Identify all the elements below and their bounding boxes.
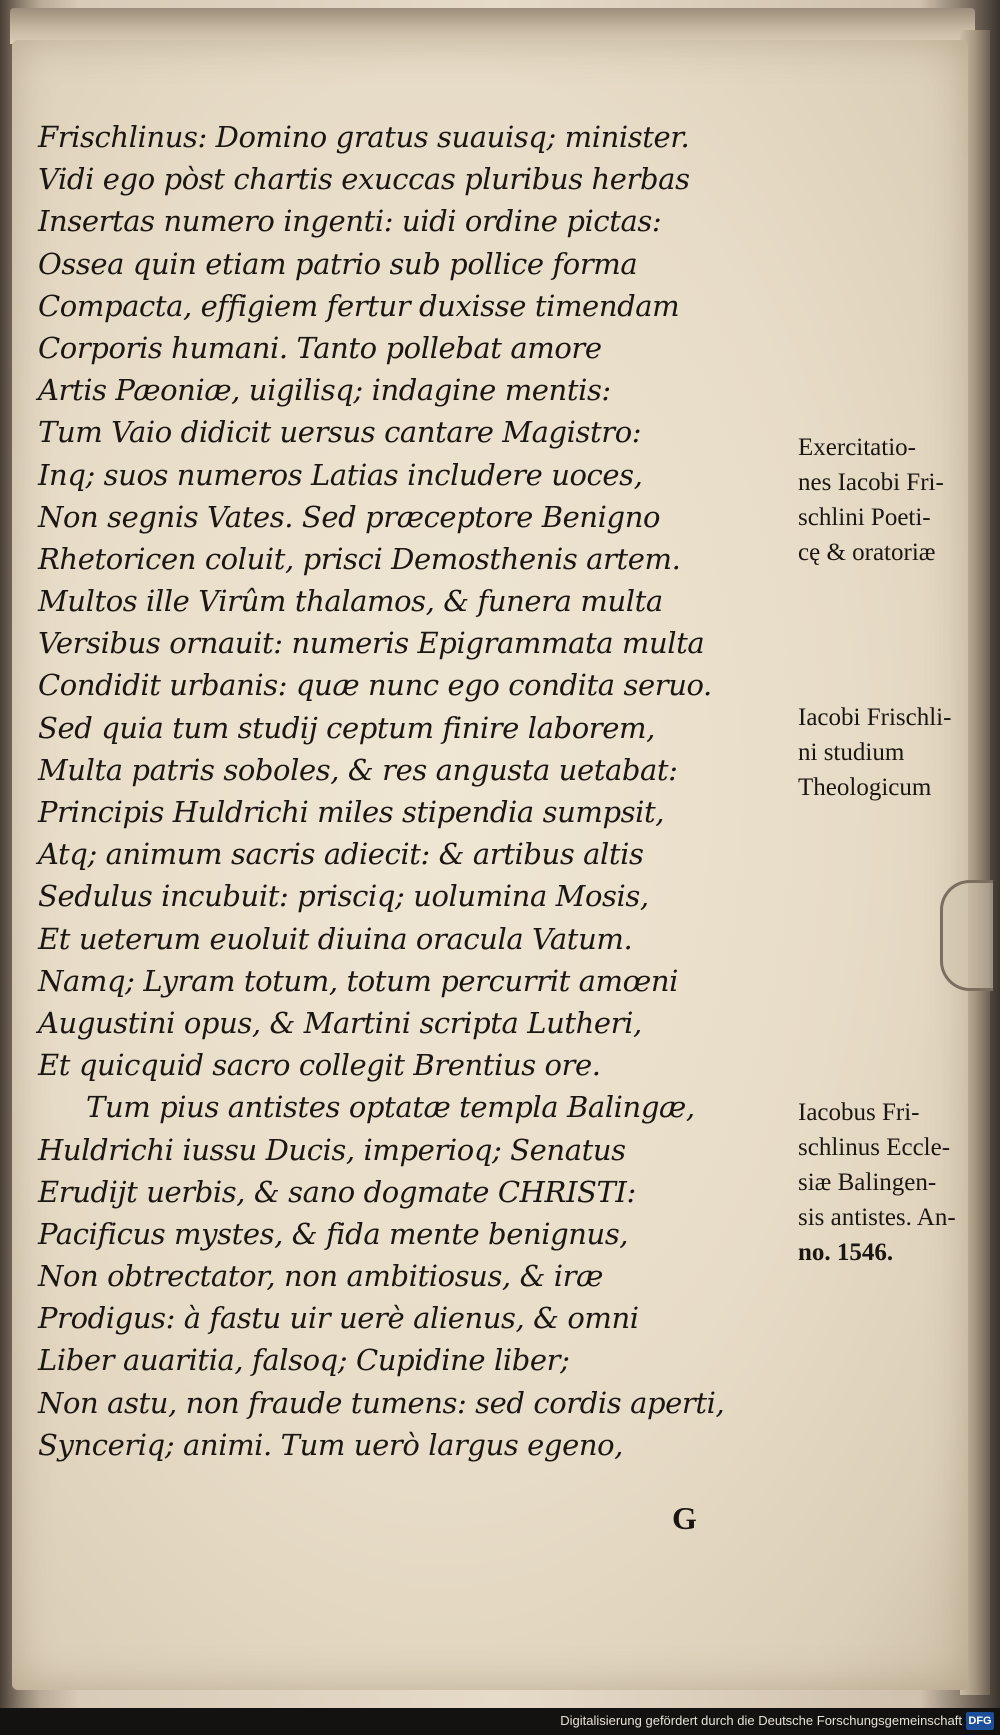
verse-line: Versibus ornauit: numeris Epigrammata multa: [38, 626, 705, 661]
dfg-logo: DFG: [966, 1712, 994, 1730]
verse-line: Non obtrectator, non ambitiosus, & iræ: [38, 1259, 603, 1294]
verse-line: Corporis humani. Tanto pollebat amore: [38, 330, 602, 365]
verse-line: Augustini opus, & Martini scripta Lutheri,: [38, 1005, 642, 1040]
marginal-note-antistes: [798, 1095, 973, 1270]
verse-line: Insertas numero ingenti: uidi ordine pictas:: [38, 204, 662, 239]
footer-credit: Digitalisierung gefördert durch die Deutsche Forschungsgemeinschaft: [560, 1713, 962, 1728]
verse-text-block: [38, 116, 778, 1466]
verse-line: Atq; animum sacris adiecit: & artibus altis: [38, 837, 644, 872]
verse-line: Ossea quin etiam patrio sub pollice forma: [38, 246, 638, 281]
verse-line: Vidi ego pòst chartis exuccas pluribus herbas: [38, 162, 690, 197]
verse-line: Huldrichi iussu Ducis, imperioq; Senatus: [38, 1132, 626, 1167]
verse-line: Tum Vaio didicit uersus cantare Magistro:: [38, 415, 642, 450]
verse-line: Erudijt uerbis, & sano dogmate CHRISTI:: [38, 1174, 636, 1209]
verse-line: Artis Pæoniæ, uigilisq; indagine mentis:: [38, 373, 611, 408]
marginal-note-exercitationes: [798, 430, 973, 570]
verse-line: Non astu, non fraude tumens: sed cordis aperti,: [38, 1385, 725, 1420]
verse-line: Multa patris soboles, & res angusta uetabat:: [38, 752, 678, 787]
marginal-line: Iacobi Frischli-: [798, 704, 952, 731]
marginal-line: Exercitatio-: [798, 434, 916, 461]
marginal-line: Theologicum: [798, 774, 932, 801]
marginal-line: schlini Poeti-: [798, 504, 931, 531]
marginal-line: no. 1546.: [798, 1239, 894, 1266]
marginal-note-studium: [798, 700, 973, 805]
verse-line: Compacta, effigiem fertur duxisse timendam: [38, 288, 680, 323]
marginal-line: schlinus Eccle-: [798, 1134, 951, 1161]
verse-line: Principis Huldrichi miles stipendia sumpsit,: [38, 795, 665, 829]
verse-line: Tum pius antistes optatæ templa Balingæ,: [86, 1090, 695, 1125]
verse-line: Frischlinus: Domino gratus suauisq; minister.: [38, 120, 690, 154]
verse-line: Et ueterum euoluit diuina oracula Vatum.: [38, 921, 633, 956]
verse-line: Inq; suos numeros Latias includere uoces,: [38, 457, 643, 492]
marginal-line: ni studium: [798, 739, 905, 766]
verse-line: Rhetoricen coluit, prisci Demosthenis artem.: [38, 541, 681, 576]
marginal-line: nes Iacobi Fri-: [798, 469, 944, 496]
signature-mark: G: [672, 1500, 697, 1536]
verse-line: Liber auaritia, falsoq; Cupidine liber;: [38, 1343, 570, 1378]
verse-line: Pacificus mystes, & fida mente benignus,: [38, 1216, 629, 1251]
digitization-footer: [0, 1708, 1000, 1735]
page-top-edge: [10, 8, 975, 44]
marginal-line: siæ Balingen-: [798, 1169, 937, 1196]
marginal-line: cę & oratoriæ: [798, 539, 936, 566]
verse-line: Sed quia tum studij ceptum finire laborem,: [38, 710, 655, 745]
verse-line: Namq; Lyram totum, totum percurrit amœni: [38, 963, 679, 998]
marginal-line: Iacobus Fri-: [798, 1099, 920, 1126]
verse-line: Non segnis Vates. Sed præceptore Benigno: [38, 499, 661, 534]
verse-line: Sedulus incubuit: prisciq; uolumina Mosis,: [38, 879, 649, 914]
verse-line: Prodigus: à fastu uir uerè alienus, & omni: [38, 1301, 639, 1336]
verse-line: Synceriq; animi. Tum uerò largus egeno,: [38, 1427, 624, 1462]
page-clip: [940, 880, 993, 991]
verse-line: Condidit urbanis: quæ nunc ego condita seruo.: [38, 668, 712, 703]
verse-line: Et quicquid sacro collegit Brentius ore.: [38, 1048, 601, 1083]
marginal-line: sis antistes. An-: [798, 1204, 956, 1231]
verse-line: Multos ille Virûm thalamos, & funera multa: [38, 584, 663, 619]
